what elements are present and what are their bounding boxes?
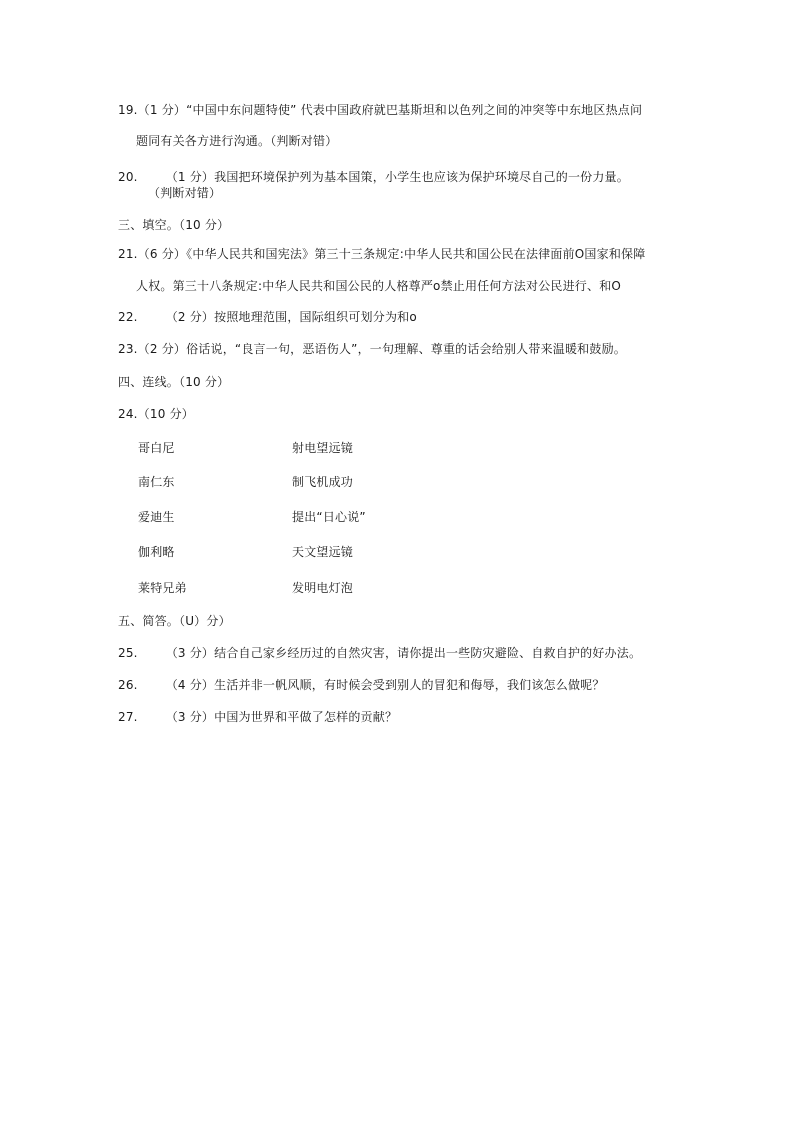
match-left-item: 爱迪生 bbox=[138, 510, 175, 524]
question-22 bbox=[118, 309, 417, 325]
question-27-text: （3 分）中国为世界和平做了怎样的贡献？ bbox=[165, 710, 398, 724]
match-right-item: 射电望远镜 bbox=[292, 441, 354, 455]
question-20-number: 20. bbox=[118, 170, 138, 184]
question-23: 23.（2 分）俗话说，“良言一句，恶语伤人”，一句理解、尊重的话会给别人带来温暖和鼓励。 bbox=[118, 342, 626, 356]
question-25-number: 25. bbox=[118, 646, 138, 660]
question-26 bbox=[118, 677, 605, 693]
section-5-heading: 五、简答。（U）分） bbox=[118, 614, 231, 628]
question-22-text: （2 分）按照地理范围，国际组织可划分为和o bbox=[165, 310, 417, 324]
section-4-heading: 四、连线。（10 分） bbox=[118, 375, 230, 389]
question-20-line2: （判断对错） bbox=[148, 186, 222, 200]
question-22-number: 22. bbox=[118, 310, 138, 324]
question-24: 24.（10 分） bbox=[118, 407, 194, 421]
question-26-number: 26. bbox=[118, 678, 138, 692]
question-20 bbox=[118, 169, 629, 185]
match-left-item: 哥白尼 bbox=[138, 441, 175, 455]
match-left-item: 莱特兄弟 bbox=[138, 581, 187, 595]
question-19-line1: 19.（1 分）“中国中东问题特使” 代表中国政府就巴基斯坦和以色列之间的冲突等中东地区热点问 bbox=[118, 103, 643, 117]
match-left-item: 伽利略 bbox=[138, 545, 175, 559]
match-right-item: 提出“日心说” bbox=[292, 510, 366, 524]
question-25 bbox=[118, 645, 641, 661]
match-right-item: 发明电灯泡 bbox=[292, 581, 354, 595]
section-3-heading: 三、填空。（10 分） bbox=[118, 218, 230, 232]
question-25-text: （3 分）结合自己家乡经历过的自然灾害，请你提出一些防灾避险、自救自护的好办法。 bbox=[165, 646, 642, 660]
match-right-item: 天文望远镜 bbox=[292, 545, 354, 559]
question-27 bbox=[118, 709, 397, 725]
question-21-line1: 21.（6 分）《中华人民共和国宪法》第三十三条规定:中华人民共和国公民在法律面前O国家和保障 bbox=[118, 247, 646, 261]
question-21-line2: 人权。第三十八条规定:中华人民共和国公民的人格尊严o禁止用任何方法对公民进行、和O bbox=[136, 279, 622, 293]
question-20-text: （1 分）我国把环境保护列为基本国策，小学生也应该为保护环境尽自己的一份力量。 bbox=[165, 170, 629, 184]
question-19-line2: 题同有关各方进行沟通。（判断对错） bbox=[136, 134, 338, 148]
match-right-item: 制飞机成功 bbox=[292, 475, 354, 489]
question-26-text: （4 分）生活并非一帆风顺，有时候会受到别人的冒犯和侮辱，我们该怎么做呢？ bbox=[165, 678, 605, 692]
question-27-number: 27. bbox=[118, 710, 138, 724]
match-left-item: 南仁东 bbox=[138, 475, 175, 489]
